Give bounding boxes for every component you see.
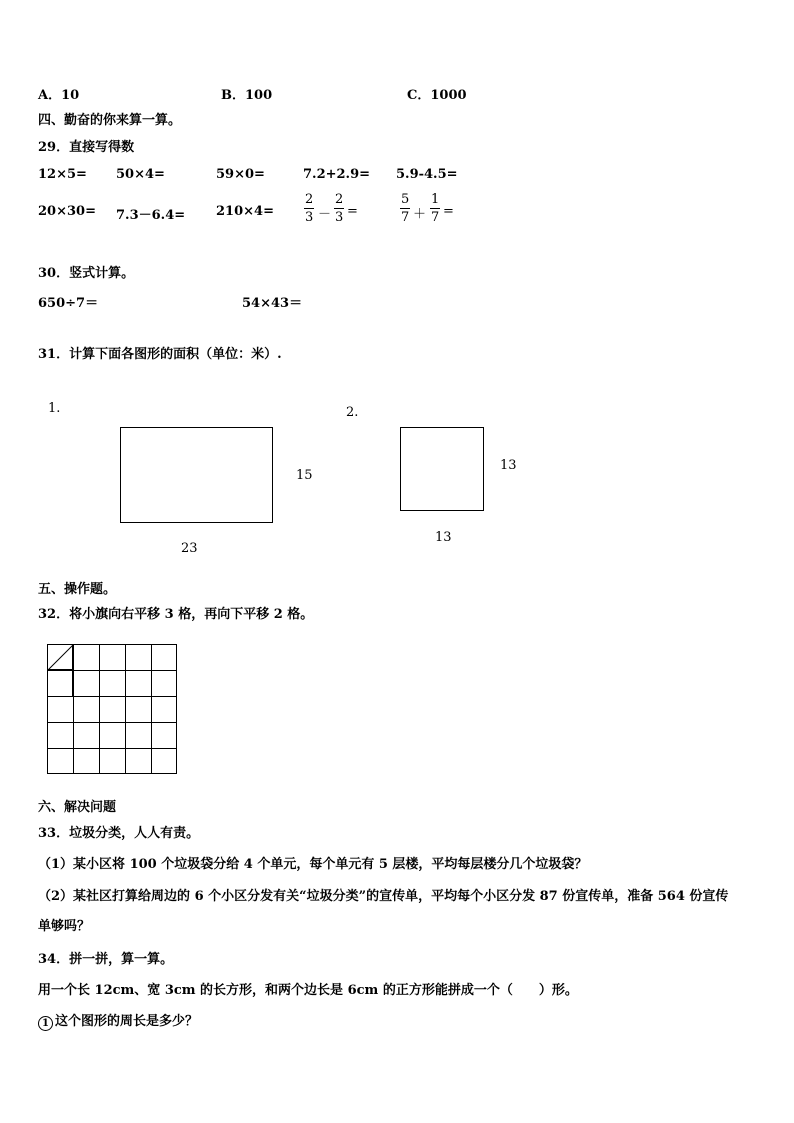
q30-item: 650÷7＝ [38, 296, 99, 311]
rectangle-height: 15 [296, 468, 313, 483]
q34-subquestion [38, 1010, 198, 1031]
q29-item: 5.9-4.5= [396, 167, 458, 182]
numerator: 1 [431, 192, 440, 207]
q34-title: 34．拼一拼，算一算。 [38, 952, 174, 967]
q33-part2-line2: 单够吗？ [38, 919, 91, 934]
figure-label: 2. [346, 405, 359, 420]
q30-title: 30．竖式计算。 [38, 266, 135, 281]
fraction [400, 193, 410, 224]
q29-item: 20×30= [38, 204, 96, 219]
flag-icon [47, 644, 77, 699]
translation-grid [47, 644, 177, 774]
q34-text: 用一个长 12cm、宽 3cm 的长方形，和两个边长是 6cm 的正方形能拼成一个（ ）形。 [38, 983, 578, 998]
numerator: 5 [401, 192, 410, 207]
q34-sub-text: 这个图形的周长是多少？ [55, 1014, 199, 1029]
denominator: 3 [305, 210, 314, 225]
operator: － [318, 207, 332, 222]
option-b: B．100 [221, 88, 273, 103]
rectangle-figure [120, 427, 273, 523]
q30-item: 54×43＝ [242, 296, 303, 311]
denominator: 3 [335, 210, 344, 225]
denominator: 7 [431, 210, 440, 225]
option-a: A．10 [38, 88, 80, 103]
q29-item: 7.2+2.9= [303, 167, 371, 182]
fraction [304, 193, 314, 224]
equals: = [443, 204, 454, 219]
q33-part1: （1）某小区将 100 个垃圾袋分给 4 个单元，每个单元有 5 层楼，平均每层楼分几个垃圾袋？ [38, 857, 588, 872]
square-figure [400, 427, 484, 511]
q29-item: 7.3－6.4= [116, 208, 186, 223]
q29-item: 59×0= [216, 167, 265, 182]
q31-title: 31．计算下面各图形的面积（单位：米）. [38, 347, 282, 362]
section6-title: 六、解决问题 [38, 800, 117, 815]
numerator: 2 [335, 192, 344, 207]
q29-title: 29．直接写得数 [38, 140, 135, 155]
section5-title: 五、操作题。 [38, 582, 117, 597]
q29-item: 12×5= [38, 167, 87, 182]
fraction [430, 193, 440, 224]
q29-item: 210×4= [216, 204, 274, 219]
square-side: 13 [500, 458, 517, 473]
denominator: 7 [401, 210, 410, 225]
rectangle-width: 23 [181, 541, 198, 556]
q33-part2-line1: （2）某社区打算给周边的 6 个小区分发有关“垃圾分类”的宣传单，平均每个小区分发 87 份宣传单，准备 564 份宣传 [38, 889, 729, 904]
square-base: 13 [435, 530, 452, 545]
fraction [334, 193, 344, 224]
figure-label: 1. [48, 401, 61, 416]
q29-item: 50×4= [116, 167, 165, 182]
q32-title: 32．将小旗向右平移 3 格，再向下平移 2 格。 [38, 607, 314, 622]
operator: ＋ [413, 207, 427, 222]
numerator: 2 [305, 192, 314, 207]
option-c: C．1000 [407, 88, 467, 103]
section4-title: 四、勤奋的你来算一算。 [38, 113, 182, 128]
q33-title: 33．垃圾分类，人人有责。 [38, 826, 200, 841]
equals: = [347, 204, 358, 219]
circled-number: 1 [38, 1016, 53, 1031]
